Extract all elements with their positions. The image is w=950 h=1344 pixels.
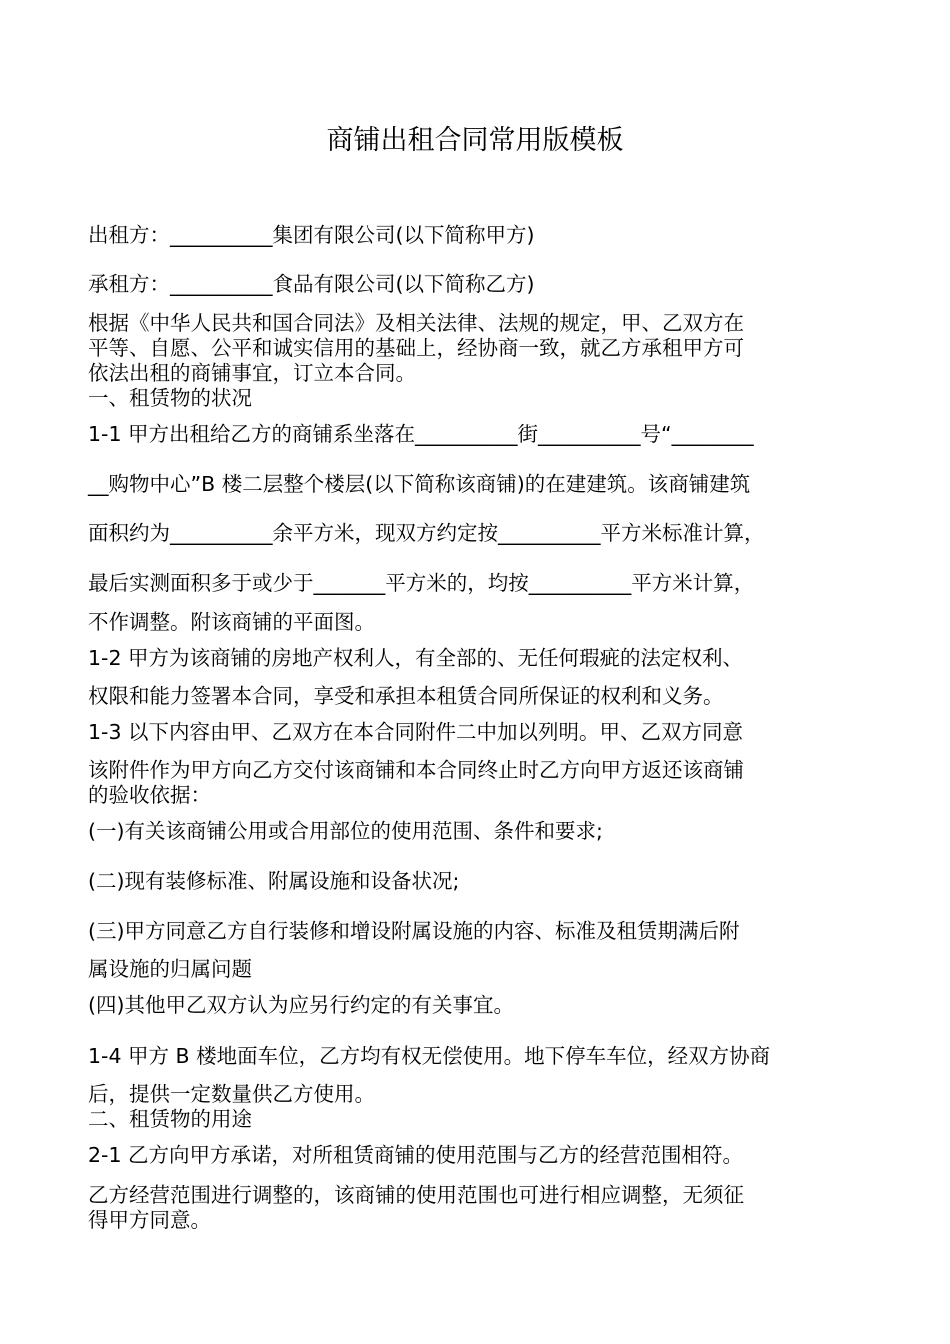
paragraph-line: __购物中心”B 楼二层整个楼层(以下简称该商铺)的在建建筑。该商铺建筑	[88, 472, 751, 496]
paragraph-line: 权限和能力签署本合同，享受和承担本租赁合同所保证的权利和义务。	[88, 684, 724, 708]
paragraph-line: 依法出租的商铺事宜，订立本合同。	[88, 361, 416, 385]
paragraph-line: 根据《中华人民共和国合同法》及相关法律、法规的规定，甲、乙双方在	[88, 311, 744, 335]
list-item: 属设施的归属问题	[88, 957, 252, 981]
paragraph-line: 该附件作为甲方向乙方交付该商铺和本合同终止时乙方向甲方返还该商铺	[88, 758, 744, 782]
paragraph-line: 1-2 甲方为该商铺的房地产权利人，有全部的、无任何瑕疵的法定权利、	[88, 646, 743, 670]
lessor-line: 出租方：__________集团有限公司(以下简称甲方)	[88, 223, 535, 247]
lessee-line: 承租方：__________食品有限公司(以下简称乙方)	[88, 272, 535, 296]
section-heading: 一、租赁物的状况	[88, 386, 252, 410]
paragraph-line: 2-1 乙方向甲方承诺，对所租赁商铺的使用范围与乙方的经营范围相符。	[88, 1143, 743, 1167]
paragraph-line: 平等、自愿、公平和诚实信用的基础上，经协商一致，就乙方承租甲方可	[88, 336, 744, 360]
paragraph-line: 不作调整。附该商铺的平面图。	[88, 610, 375, 634]
section-heading: 二、租赁物的用途	[88, 1107, 252, 1131]
list-item: (二)现有装修标准、附属设施和设备状况;	[88, 869, 460, 893]
list-item: (三)甲方同意乙方自行装修和增设附属设施的内容、标准及租赁期满后附	[88, 919, 740, 943]
paragraph-line: 1-3 以下内容由甲、乙双方在本合同附件二中加以列明。甲、乙双方同意	[88, 720, 743, 744]
paragraph-line: 1-4 甲方 B 楼地面车位，乙方均有权无偿使用。地下停车车位，经双方协商	[88, 1044, 771, 1068]
list-item: (四)其他甲乙双方认为应另行约定的有关事宜。	[88, 993, 514, 1017]
paragraph-line: 乙方经营范围进行调整的，该商铺的使用范围也可进行相应调整，无须征	[88, 1183, 744, 1207]
paragraph-line: 最后实测面积多于或少于_______平方米的，均按__________平方米计算，	[88, 571, 755, 595]
paragraph-line: 后，提供一定数量供乙方使用。	[88, 1082, 375, 1106]
paragraph-line: 1-1 甲方出租给乙方的商铺系坐落在__________街__________号“________	[88, 422, 754, 446]
paragraph-line: 得甲方同意。	[88, 1208, 211, 1232]
page-title: 商铺出租合同常用版模板	[326, 125, 624, 156]
paragraph-line: 面积约为__________余平方米，现双方约定按__________平方米标准计算，	[88, 521, 765, 545]
paragraph-line: 的验收依据：	[88, 783, 211, 807]
list-item: (一)有关该商铺公用或合用部位的使用范围、条件和要求;	[88, 819, 603, 843]
